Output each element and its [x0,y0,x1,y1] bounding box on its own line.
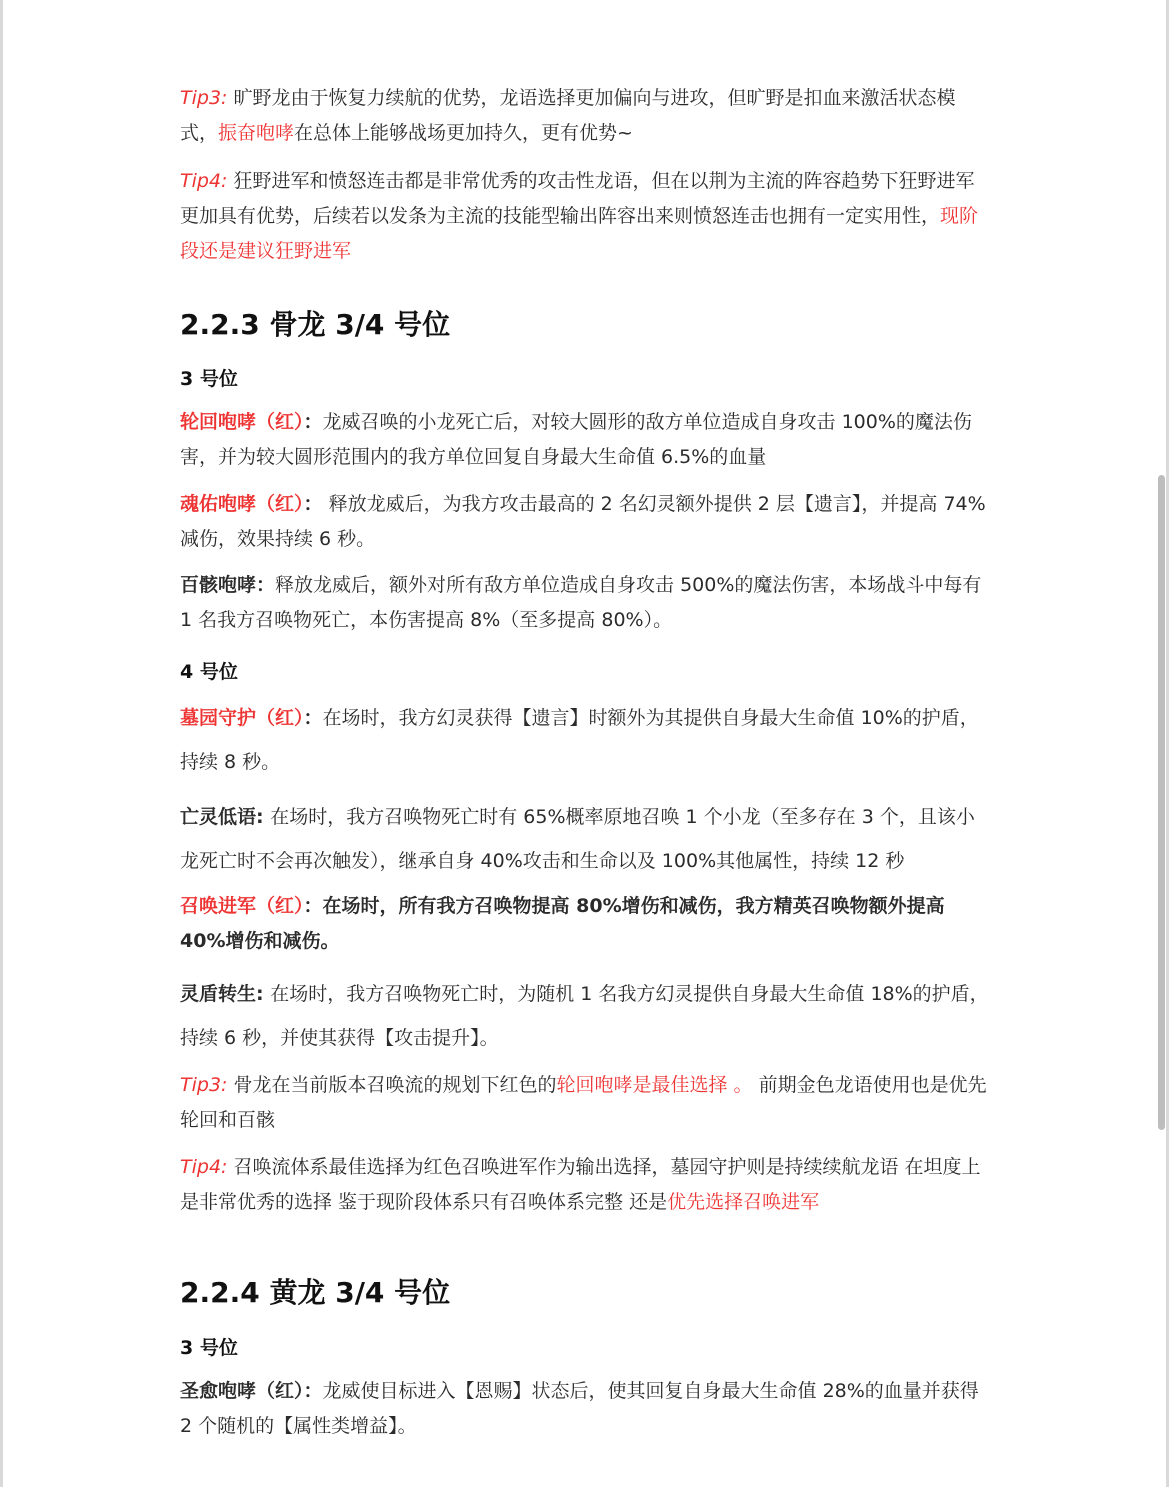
skill-name: 魂佑咆哮（红） [180,493,304,515]
section-heading-2-2-3: 2.2.3 骨龙 3/4 号位 [180,308,451,341]
skill-hunyou [180,487,990,557]
skill-name: 亡灵低语 [180,806,257,828]
tip4-bone-paragraph [180,1150,990,1220]
skill-desc: 龙威召唤的小龙死亡后，对较大圆形的敌方单位造成自身攻击 100%的魔法伤害，并为较大圆形范围内的我方单位回复自身最大生命值 6.5%的血量 [180,411,972,468]
position-3-heading: 3 号位 [180,368,238,390]
left-edge [0,0,3,1487]
skill-shengyu [180,1374,990,1444]
skill-name: 召唤进军（红） [180,895,304,917]
skill-colon: : [256,983,271,1005]
tip-text: 旷野龙由于恢复力续航的优势，龙语选择更加偏向与进攻，但旷野是扣血来激活状态模式， [180,87,956,144]
skill-name: 百骸咆哮 [180,574,257,596]
skill-desc: 在场时，我方召唤物死亡时有 65%概率原地召唤 1 个小龙（至多存在 3 个，且该小龙死亡时不会再次触发），继承自身 40%攻击和生命以及 100%其他属性，持续 12 秒 [180,806,975,872]
tip3-bone-paragraph [180,1068,990,1138]
skill-colon: : [256,806,271,828]
position-3-heading-yellow: 3 号位 [180,1337,238,1359]
tip-label: Tip4: [180,1156,228,1178]
skill-lunhui [180,405,990,475]
skill-desc: 在场时，我方幻灵获得【遗言】时额外为其提供自身最大生命值 10%的护盾，持续 8 秒。 [180,707,979,773]
skill-colon: ： [303,895,323,917]
tip-label: Tip4: [180,170,228,192]
skill-colon: ： [256,574,276,596]
tip-label: Tip3: [180,1074,228,1096]
tip-text: 在总体上能够战场更加持久，更有优势~ [294,122,633,144]
tip3-paragraph [180,81,990,151]
skill-zhaohuan [180,889,990,959]
skill-colon: ： [303,1380,323,1402]
tip-highlight: 优先选择召唤进军 [667,1191,820,1213]
skill-desc: 在场时，我方召唤物死亡时，为随机 1 名我方幻灵提供自身最大生命值 18%的护盾，持续 6 秒，并使其获得【攻击提升】。 [180,983,989,1049]
skill-name: 墓园守护（红） [180,707,304,729]
skill-wangling [180,795,990,883]
scrollbar-thumb[interactable] [1158,475,1165,1130]
skill-desc: 释放龙威后，为我方攻击最高的 2 名幻灵额外提供 2 层【遗言】，并提高 74%减伤，效果持续 6 秒。 [180,493,986,550]
section-heading-2-2-4: 2.2.4 黄龙 3/4 号位 [180,1276,451,1309]
skill-name: 灵盾转生 [180,983,257,1005]
tip-highlight: 振奋咆哮 [218,122,295,144]
tip-text: 前期金色龙语使用也是优先轮回和百骸 [180,1074,987,1131]
skill-desc: 龙威使目标进入【恩赐】状态后，使其回复自身最大生命值 28%的血量并获得 2 个随机的【属性类增益】。 [180,1380,979,1437]
tip-highlight: 轮回咆哮是最佳选择 。 [556,1074,753,1096]
skill-desc: 在场时，所有我方召唤物提高 80%增伤和减伤，我方精英召唤物额外提高 40%增伤和减伤。 [180,895,945,952]
tip-text: 召唤流体系最佳选择为红色召唤进军作为输出选择，墓园守护则是持续续航龙语 在坦度上是非常优秀的选择 鉴于现阶段体系只有召唤体系完整 还是 [180,1156,981,1213]
skill-name: 轮回咆哮（红） [180,411,304,433]
skill-name: 圣愈咆哮（红） [180,1380,304,1402]
skill-desc: 释放龙威后，额外对所有敌方单位造成自身攻击 500%的魔法伤害，本场战斗中每有 1 名我方召唤物死亡，本伤害提高 8%（至多提高 80%）。 [180,574,982,631]
tip-highlight: 现阶段还是建议狂野进军 [180,205,979,262]
tip4-paragraph [180,164,990,269]
skill-colon: ： [303,493,323,515]
tip-label: Tip3: [180,87,228,109]
tip-text: 骨龙在当前版本召唤流的规划下红色的 [227,1074,557,1096]
skill-lingdun [180,972,990,1060]
skill-baihai [180,568,990,638]
position-4-heading: 4 号位 [180,661,238,683]
skill-muyuan [180,696,990,784]
skill-colon: ： [303,707,323,729]
tip-text: 狂野进军和愤怒连击都是非常优秀的攻击性龙语，但在以荆为主流的阵容趋势下狂野进军更加具有优势，后续若以发条为主流的技能型输出阵容出来则愤怒连击也拥有一定实用性， [180,170,975,227]
skill-colon: ： [303,411,323,433]
